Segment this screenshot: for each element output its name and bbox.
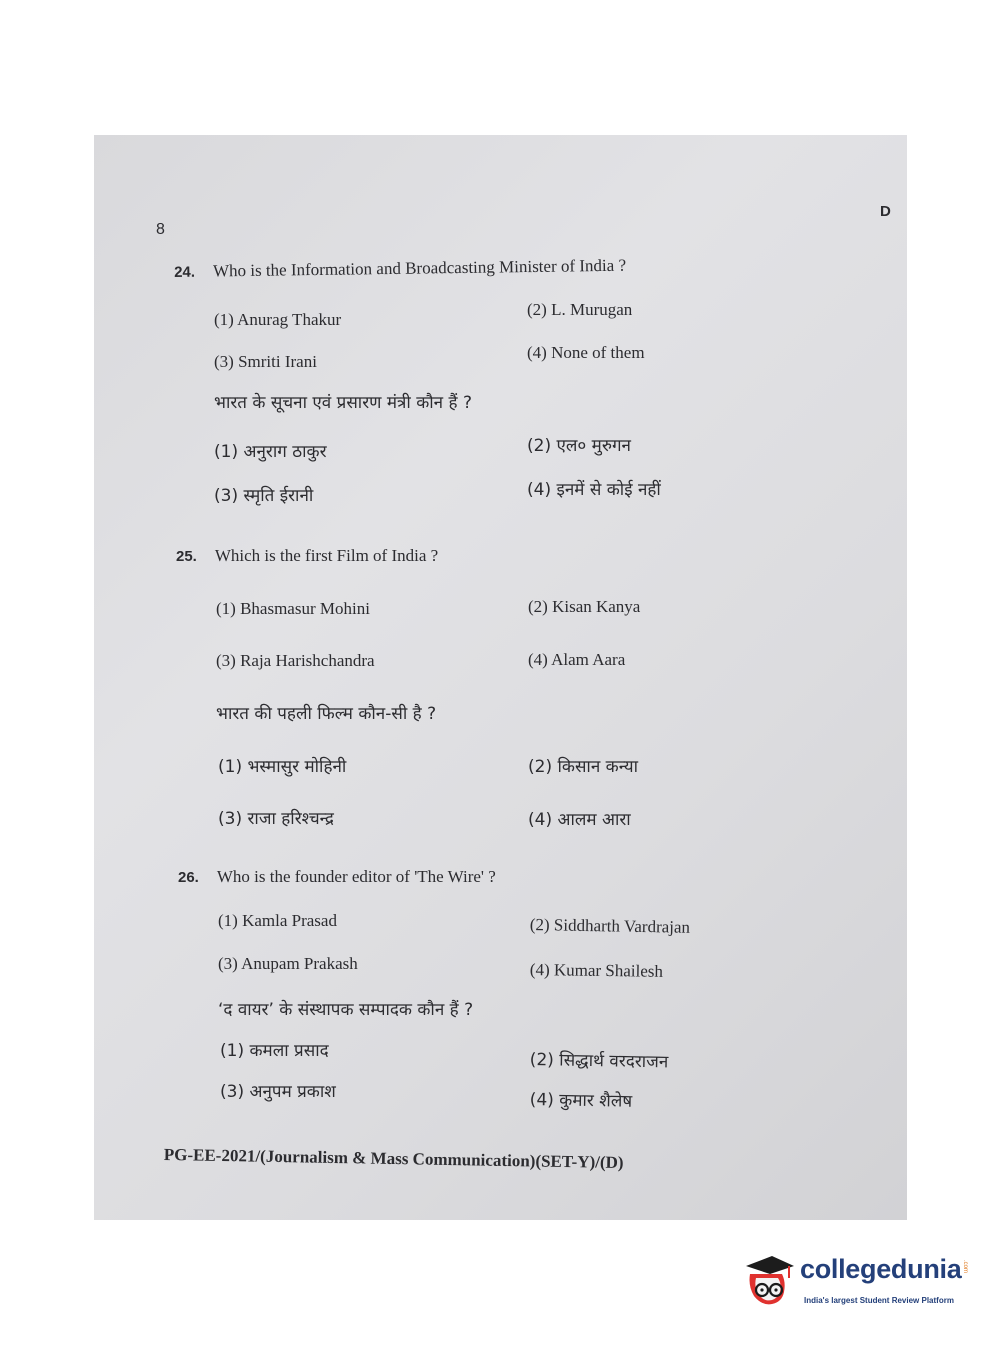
question-number: 26. bbox=[178, 869, 199, 886]
option-2-hi: (2) सिद्धार्थ वरदराजन bbox=[529, 1049, 669, 1073]
photographed-exam-page bbox=[94, 135, 907, 1220]
option-3-hi: (3) राजा हरिश्चन्द्र bbox=[218, 809, 334, 829]
option-1-en: (1) Kamla Prasad bbox=[218, 911, 337, 930]
question-text-hi: भारत के सूचना एवं प्रसारण मंत्री कौन हैं ? bbox=[214, 393, 472, 413]
option-3-en: (3) Smriti Irani bbox=[214, 352, 317, 371]
question-text-en: Who is the Information and Broadcasting Minister of India ? bbox=[212, 255, 627, 281]
question-number: 24. bbox=[174, 263, 196, 281]
paper-footer-code: PG-EE-2021/(Journalism & Mass Communication)(SET-Y)/(D) bbox=[163, 1145, 624, 1173]
option-1-en: (1) Bhasmasur Mohini bbox=[216, 599, 370, 618]
option-1-hi: (1) कमला प्रसाद bbox=[220, 1041, 329, 1061]
option-4-hi: (4) कुमार शैलेष bbox=[529, 1089, 633, 1112]
option-3-hi: (3) स्मृति ईरानी bbox=[214, 486, 314, 506]
option-1-en: (1) Anurag Thakur bbox=[214, 310, 342, 329]
option-2-en: (2) Siddharth Vardrajan bbox=[529, 915, 691, 937]
option-2-en: (2) L. Murugan bbox=[527, 300, 633, 319]
option-2-en: (2) Kisan Kanya bbox=[528, 597, 641, 616]
option-3-en: (3) Raja Harishchandra bbox=[216, 651, 375, 670]
option-2-hi: (2) एल० मुरुगन bbox=[527, 436, 631, 456]
option-4-en: (4) None of them bbox=[527, 343, 645, 362]
question-text-hi: भारत की पहली फिल्म कौन-सी है ? bbox=[216, 704, 437, 724]
question-text-hi: ‘द वायर’ के संस्थापक सम्पादक कौन हैं ? bbox=[218, 1000, 474, 1020]
option-2-hi: (2) किसान कन्या bbox=[528, 757, 639, 777]
question-text-en: Who is the founder editor of 'The Wire' ? bbox=[216, 867, 496, 886]
option-1-hi: (1) भस्मासुर मोहिनी bbox=[218, 757, 347, 777]
student-mascot-icon bbox=[742, 1252, 796, 1312]
option-4-en: (4) Kumar Shailesh bbox=[529, 960, 664, 981]
option-4-hi: (4) इनमें से कोई नहीं bbox=[527, 480, 661, 500]
option-1-hi: (1) अनुराग ठाकुर bbox=[214, 442, 327, 462]
logo-wordmark: collegedunia bbox=[800, 1254, 962, 1284]
question-text-en: Which is the first Film of India ? bbox=[214, 546, 439, 565]
option-4-hi: (4) आलम आरा bbox=[528, 810, 631, 830]
logo-domain-suffix: .com bbox=[962, 1260, 968, 1274]
option-3-en: (3) Anupam Prakash bbox=[218, 954, 358, 973]
question-number: 25. bbox=[176, 548, 197, 565]
page-number: 8 bbox=[156, 221, 165, 238]
option-3-hi: (3) अनुपम प्रकाश bbox=[220, 1082, 336, 1102]
option-4-en: (4) Alam Aara bbox=[528, 650, 626, 669]
logo-tagline: India's largest Student Review Platform bbox=[804, 1296, 954, 1305]
set-code: D bbox=[880, 203, 891, 220]
collegedunia-logo bbox=[742, 1252, 972, 1316]
